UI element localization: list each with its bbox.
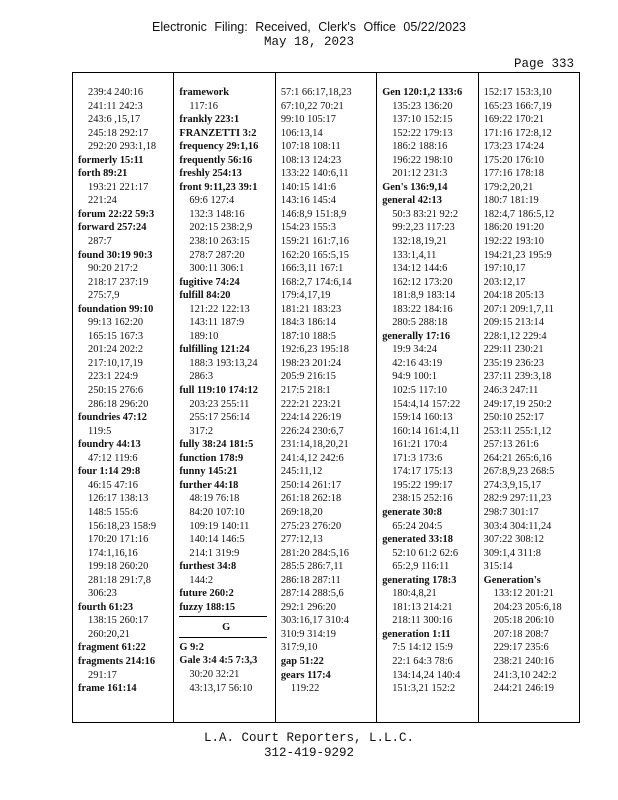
page-reference-line: 197:10,17 — [483, 263, 526, 275]
page-reference-line: 140:14 146:5 — [189, 534, 245, 546]
page-reference-line: 192:6,23 195:18 — [280, 344, 349, 356]
page-reference-line: 250:10 252:17 — [483, 412, 544, 424]
page-reference-line: 99:10 105:17 — [280, 114, 336, 126]
page-reference-line: 171:3 173:6 — [392, 452, 443, 464]
page-reference-line: 174:17 175:13 — [392, 466, 453, 478]
page-reference-line: 102:5 117:10 — [392, 385, 447, 397]
page-reference-line: 286:18 287:11 — [280, 574, 341, 586]
page-reference-line: 194:21,23 195:9 — [483, 249, 552, 261]
page-reference-line: 94:9 100:1 — [392, 371, 437, 383]
index-term-entry: future 260:2 — [179, 588, 234, 600]
index-term-entry: forth 89:21 — [78, 168, 128, 180]
page-reference-line: 193:21 221:17 — [88, 181, 149, 193]
word-index-table — [72, 72, 580, 723]
index-term-entry: Generation's — [483, 574, 541, 586]
page-reference-line: 274:3,9,15,17 — [483, 479, 542, 491]
page-reference-line: 151:3,21 152:2 — [392, 683, 456, 695]
index-term-entry: fulfill 84:20 — [179, 290, 231, 302]
index-term-entry: function 178:9 — [179, 452, 244, 464]
index-term-entry: formerly 15:11 — [78, 154, 144, 166]
page-reference-line: 143:16 145:4 — [280, 195, 336, 207]
page-reference-line: 203:23 255:11 — [189, 398, 250, 410]
page-reference-line: 187:10 188:5 — [280, 330, 336, 342]
page-reference-line: 161:21 170:4 — [392, 439, 448, 451]
page-reference-line: 134:12 144:6 — [392, 263, 448, 275]
page-reference-line: 186:20 191:20 — [483, 222, 544, 234]
page-reference-line: 286:18 296:20 — [88, 398, 149, 410]
index-term-entry: front 9:11,23 39:1 — [179, 181, 258, 193]
index-term-entry: frequently 56:16 — [179, 154, 253, 166]
page-reference-line: 278:7 287:20 — [189, 249, 245, 261]
page-reference-line: 204:18 205:13 — [483, 290, 544, 302]
page-reference-line: 245:18 292:17 — [88, 127, 149, 139]
index-term-entry: fuzzy 188:15 — [179, 601, 236, 613]
page-reference-line: 223:1 224:9 — [88, 371, 138, 383]
filing-stamp: Electronic Filing: Received, Clerk's Office 05/22/2023 — [152, 20, 466, 34]
page-reference-line: 119:22 — [290, 683, 320, 695]
page-reference-line: 250:15 276:6 — [88, 385, 144, 397]
page-reference-line: 287:7 — [88, 236, 112, 248]
page-reference-line: 198:23 201:24 — [280, 357, 342, 369]
page-reference-line: 148:5 155:6 — [88, 506, 138, 518]
index-term-entry: generated 33:18 — [382, 534, 453, 546]
page-reference-line: 174:1,16,16 — [88, 547, 138, 559]
page-reference-line: 181:8,9 183:14 — [392, 290, 456, 302]
page-reference-line: 19:9 34:24 — [392, 344, 437, 356]
page-reference-line: 22:1 64:3 78:6 — [392, 655, 453, 667]
page-reference-line: 7:5 14:12 15:9 — [392, 642, 453, 654]
index-term-entry: fragments 214:16 — [78, 655, 156, 667]
index-term-entry: fragment 61:22 — [78, 642, 146, 654]
page-reference-line: 239:4 240:16 — [88, 87, 144, 98]
page-reference-line: 65:24 204:5 — [392, 520, 443, 532]
index-term-entry: gap 51:22 — [280, 655, 324, 667]
page-reference-line: 186:2 188:16 — [392, 141, 448, 153]
page-reference-line: 228:1,12 229:4 — [483, 330, 547, 342]
index-term-entry: foundation 99:10 — [78, 303, 154, 315]
page-reference-line: 244:21 246:19 — [493, 683, 554, 695]
page-reference-line: 214:1 319:9 — [189, 547, 240, 559]
reporter-company: L.A. Court Reporters, L.L.C. — [203, 731, 415, 745]
page-reference-line: 69:6 127:4 — [189, 195, 235, 207]
page-reference-line: 184:3 186:14 — [280, 317, 336, 329]
index-term-entry: generally 17:16 — [382, 330, 451, 342]
index-term-entry: frankly 223:1 — [179, 114, 240, 126]
page-reference-line: 126:17 138:13 — [88, 493, 149, 505]
index-term-entry: foundry 44:13 — [78, 439, 141, 451]
page-reference-line: 218:11 300:16 — [392, 615, 453, 627]
index-column-5 — [478, 73, 579, 722]
page-reference-line: 282:9 297:11,23 — [483, 493, 552, 505]
page-reference-line: 238:21 240:16 — [493, 655, 554, 667]
page-reference-line: 207:18 208:7 — [493, 628, 549, 640]
section-divider — [179, 637, 266, 638]
page-reference-line: 269:18,20 — [280, 506, 323, 518]
page-reference-line: 133:12 201:21 — [493, 588, 554, 600]
page-reference-line: 260:20,21 — [88, 628, 130, 640]
transcript-date: May 18, 2023 — [263, 35, 354, 49]
page-reference-line: 138:15 260:17 — [88, 615, 149, 627]
page-reference-line: 317:2 — [189, 425, 214, 437]
page-reference-line: 287:14 288:5,6 — [280, 588, 344, 600]
index-term-entry: fully 38:24 181:5 — [179, 439, 254, 451]
page-reference-line: 168:2,7 174:6,14 — [280, 276, 352, 288]
page-reference-line: 182:4,7 186:5,12 — [483, 208, 555, 220]
index-term-entry: forward 257:24 — [78, 222, 147, 234]
index-term-entry: furthest 34:8 — [179, 561, 237, 573]
index-term-entry: further 44:18 — [179, 479, 239, 491]
page-reference-line: 238:10 263:15 — [189, 236, 250, 248]
page-reference-line: 246:3 247:11 — [483, 385, 539, 397]
page-reference-line: 207:1 209:1,7,11 — [483, 303, 554, 315]
page-reference-line: 177:16 178:18 — [483, 168, 544, 180]
page-reference-line: 109:19 140:11 — [189, 520, 250, 532]
page-reference-line: 166:3,11 167:1 — [280, 263, 344, 275]
page-reference-line: 30:20 32:21 — [189, 668, 240, 680]
page-reference-line: 303:16,17 310:4 — [280, 615, 349, 627]
page-reference-line: 307:22 308:12 — [483, 534, 544, 546]
page-reference-line: 238:15 252:16 — [392, 493, 453, 505]
page-reference-line: 152:22 179:13 — [392, 127, 453, 139]
page-reference-line: 48:19 76:18 — [189, 493, 240, 505]
index-term-entry: forum 22:22 59:3 — [78, 208, 155, 220]
page-reference-line: 107:18 108:11 — [280, 141, 341, 153]
page-reference-line: 231:14,18,20,21 — [280, 439, 349, 451]
index-term-entry: generating 178:3 — [382, 574, 457, 586]
index-column-3 — [275, 73, 376, 722]
page-reference-line: 90:20 217:2 — [88, 263, 138, 275]
page-reference-line: 47:12 119:6 — [88, 452, 138, 464]
page-reference-line: 275:7,9 — [88, 290, 120, 302]
index-term-entry: Gale 3:4 4:5 7:3,3 — [179, 655, 258, 667]
page-reference-line: 281:18 291:7,8 — [88, 574, 151, 586]
index-term-entry: found 30:19 90:3 — [78, 249, 153, 261]
page-reference-line: 152:17 153:3,10 — [483, 87, 552, 98]
page-reference-line: 204:23 205:6,18 — [493, 601, 562, 613]
page-reference-line: 173:23 174:24 — [483, 141, 544, 153]
page-reference-line: 67:10,22 70:21 — [280, 100, 344, 112]
page-reference-line: 106:13,14 — [280, 127, 323, 139]
page-reference-line: 159:21 161:7,16 — [280, 236, 349, 248]
page-reference-line: 140:15 141:6 — [280, 181, 336, 193]
page-reference-line: 117:16 — [189, 100, 218, 112]
page-reference-line: 188:3 193:13,24 — [189, 357, 258, 369]
page-reference-line: 222:21 223:21 — [280, 398, 342, 410]
page-reference-line: 250:14 261:17 — [280, 479, 342, 491]
page-number: Page 333 — [513, 57, 574, 71]
page-reference-line: 286:3 — [189, 371, 214, 383]
page-reference-line: 144:2 — [189, 574, 214, 586]
page-reference-line: 195:22 199:17 — [392, 479, 453, 491]
index-term-entry: freshly 254:13 — [179, 168, 242, 180]
page-reference-line: 159:14 160:13 — [392, 412, 453, 424]
page-reference-line: 243:6 ,15,17 — [88, 114, 141, 126]
page-reference-line: 171:16 172:8,12 — [483, 127, 552, 139]
page-reference-line: 261:18 262:18 — [280, 493, 342, 505]
page-reference-line: 217:5 218:1 — [280, 385, 331, 397]
page-reference-line: 132:3 148:16 — [189, 208, 245, 220]
index-term-entry: frame 161:14 — [78, 683, 137, 695]
section-letter-heading: G — [222, 622, 231, 634]
page-reference-line: 181:13 214:21 — [392, 601, 453, 613]
index-term-entry: generate 30:8 — [382, 506, 442, 518]
page-reference-line: 169:22 170:21 — [483, 114, 544, 126]
page-reference-line: 133:22 140:6,11 — [280, 168, 349, 180]
page-reference-line: 285:5 286:7,11 — [280, 561, 344, 573]
page-reference-line: 52:10 61:2 62:6 — [392, 547, 459, 559]
index-term-entry: generation 1:11 — [382, 628, 451, 640]
page-reference-line: 108:13 124:23 — [280, 154, 342, 166]
page-reference-line: 135:23 136:20 — [392, 100, 453, 112]
page-reference-line: 309:1,4 311:8 — [483, 547, 541, 559]
page-reference-line: 281:20 284:5,16 — [280, 547, 349, 559]
reporter-phone: 312-419-9292 — [263, 746, 354, 760]
page-reference-line: 205:18 206:10 — [493, 615, 554, 627]
section-divider — [179, 616, 266, 617]
page-reference-line: 241:11 242:3 — [88, 100, 143, 112]
page-reference-line: 235:19 236:23 — [483, 357, 544, 369]
page-reference-line: 317:9,10 — [280, 642, 318, 654]
index-column-2 — [173, 73, 274, 722]
page-reference-line: 165:23 166:7,19 — [483, 100, 552, 112]
page-reference-line: 229:17 235:6 — [493, 642, 549, 654]
index-term-entry: fugitive 74:24 — [179, 276, 240, 288]
page-reference-line: 300:11 306:1 — [189, 263, 245, 275]
page-reference-line: 202:15 238:2,9 — [189, 222, 253, 234]
page-reference-line: 275:23 276:20 — [280, 520, 342, 532]
index-term-entry: Gen's 136:9,14 — [382, 181, 448, 193]
index-term-entry: four 1:14 29:8 — [78, 466, 141, 478]
page-reference-line: 179:4,17,19 — [280, 290, 331, 302]
index-column-4 — [376, 73, 477, 722]
page-reference-line: 181:21 183:23 — [280, 303, 342, 315]
page-reference-line: 189:10 — [189, 330, 219, 342]
index-term-entry: fulfilling 121:24 — [179, 344, 250, 356]
page-reference-line: 170:20 171:16 — [88, 534, 149, 546]
index-term-entry: gears 117:4 — [280, 669, 331, 681]
page-reference-line: 209:15 213:14 — [483, 317, 544, 329]
page-reference-line: 196:22 198:10 — [392, 154, 453, 166]
page-reference-line: 310:9 314:19 — [280, 628, 336, 640]
page-reference-line: 99:13 162:20 — [88, 317, 144, 329]
page-reference-line: 303:4 304:11,24 — [483, 520, 552, 532]
page-reference-line: 306:23 — [88, 588, 117, 600]
page-reference-line: 133:1,4,11 — [392, 249, 437, 261]
page-reference-line: 162:20 165:5,15 — [280, 249, 349, 261]
page-reference-line: 134:14,24 140:4 — [392, 669, 461, 681]
page-reference-line: 241:4,12 242:6 — [280, 452, 344, 464]
page-reference-line: 292:20 293:1,18 — [88, 141, 157, 153]
page-reference-line: 132:18,19,21 — [392, 236, 448, 248]
page-reference-line: 201:24 202:2 — [88, 344, 144, 356]
index-term-entry: frequency 29:1,16 — [179, 141, 259, 153]
index-term-entry: framework — [179, 87, 230, 98]
page-reference-line: 180:7 181:19 — [483, 195, 539, 207]
page-reference-line: 119:5 — [88, 425, 112, 437]
page-reference-line: 255:17 256:14 — [189, 412, 250, 424]
page-reference-line: 292:1 296:20 — [280, 601, 336, 613]
page-reference-line: 162:12 173:20 — [392, 276, 453, 288]
page-reference-line: 42:16 43:19 — [392, 357, 443, 369]
index-term-entry: Gen 120:1,2 133:6 — [382, 87, 463, 98]
page-reference-line: 226:24 230:6,7 — [280, 425, 344, 437]
page-reference-line: 264:21 265:6,16 — [483, 452, 552, 464]
page-reference-line: 154:4,14 157:22 — [392, 398, 461, 410]
page-reference-line: 160:14 161:4,11 — [392, 425, 460, 437]
page-reference-line: 249:17,19 250:2 — [483, 398, 552, 410]
page-reference-line: 179:2,20,21 — [483, 181, 534, 193]
page-reference-line: 84:20 107:10 — [189, 506, 245, 518]
page-reference-line: 121:22 122:13 — [189, 303, 250, 315]
page-reference-line: 50:3 83:21 92:2 — [392, 208, 459, 220]
page-reference-line: 183:22 184:16 — [392, 303, 453, 315]
page-reference-line: 245:11,12 — [280, 466, 323, 478]
page-reference-line: 257:13 261:6 — [483, 439, 539, 451]
page-reference-line: 156:18,23 158:9 — [88, 520, 157, 532]
index-term-entry: full 119:10 174:12 — [179, 385, 258, 397]
page-reference-line: 143:11 187:9 — [189, 317, 245, 329]
index-term-entry: funny 145:21 — [179, 466, 238, 478]
page-reference-line: 253:11 255:1,12 — [483, 425, 552, 437]
page-reference-line: 154:23 155:3 — [280, 222, 336, 234]
page-reference-line: 199:18 260:20 — [88, 561, 149, 573]
page-reference-line: 46:15 47:16 — [88, 479, 138, 491]
page-reference-line: 99:2,23 117:23 — [392, 222, 455, 234]
index-term-entry: foundries 47:12 — [78, 412, 147, 424]
page-reference-line: 201:12 231:3 — [392, 168, 448, 180]
page-reference-line: 241:3,10 242:2 — [493, 669, 557, 681]
page-reference-line: 165:15 167:3 — [88, 330, 144, 342]
page-reference-line: 146:8,9 151:8,9 — [280, 208, 347, 220]
page-reference-line: 315:14 — [483, 561, 513, 573]
page-reference-line: 65:2,9 116:11 — [392, 561, 450, 573]
page-reference-line: 57:1 66:17,18,23 — [280, 87, 352, 98]
page-reference-line: 192:22 193:10 — [483, 236, 544, 248]
page-reference-line: 175:20 176:10 — [483, 154, 544, 166]
index-column-1 — [73, 73, 173, 722]
page-reference-line: 229:11 230:21 — [483, 344, 544, 356]
page-reference-line: 180:4,8,21 — [392, 588, 437, 600]
page-reference-line: 218:17 237:19 — [88, 276, 149, 288]
index-term-entry: general 42:13 — [382, 195, 442, 207]
index-term-entry: fourth 61:23 — [78, 601, 134, 613]
page-reference-line: 137:10 152:15 — [392, 114, 453, 126]
page-reference-line: 43:13,17 56:10 — [189, 682, 253, 694]
page-reference-line: 280:5 288:18 — [392, 317, 448, 329]
page-reference-line: 298:7 301:17 — [483, 506, 539, 518]
page-reference-line: 221:24 — [88, 195, 117, 207]
page-reference-line: 237:11 239:3,18 — [483, 371, 552, 383]
page-reference-line: 277:12,13 — [280, 534, 323, 546]
index-term-entry: FRANZETTI 3:2 — [179, 127, 257, 139]
page-reference-line: 205:9 216:15 — [280, 371, 336, 383]
page-reference-line: 217:10,17,19 — [88, 357, 143, 369]
page-reference-line: 224:14 226:19 — [280, 412, 342, 424]
page-reference-line: 291:17 — [88, 669, 117, 681]
page-reference-line: 203:12,17 — [483, 276, 526, 288]
page-reference-line: 267:8,9,23 268:5 — [483, 466, 555, 478]
index-term-entry: G 9:2 — [179, 641, 204, 653]
